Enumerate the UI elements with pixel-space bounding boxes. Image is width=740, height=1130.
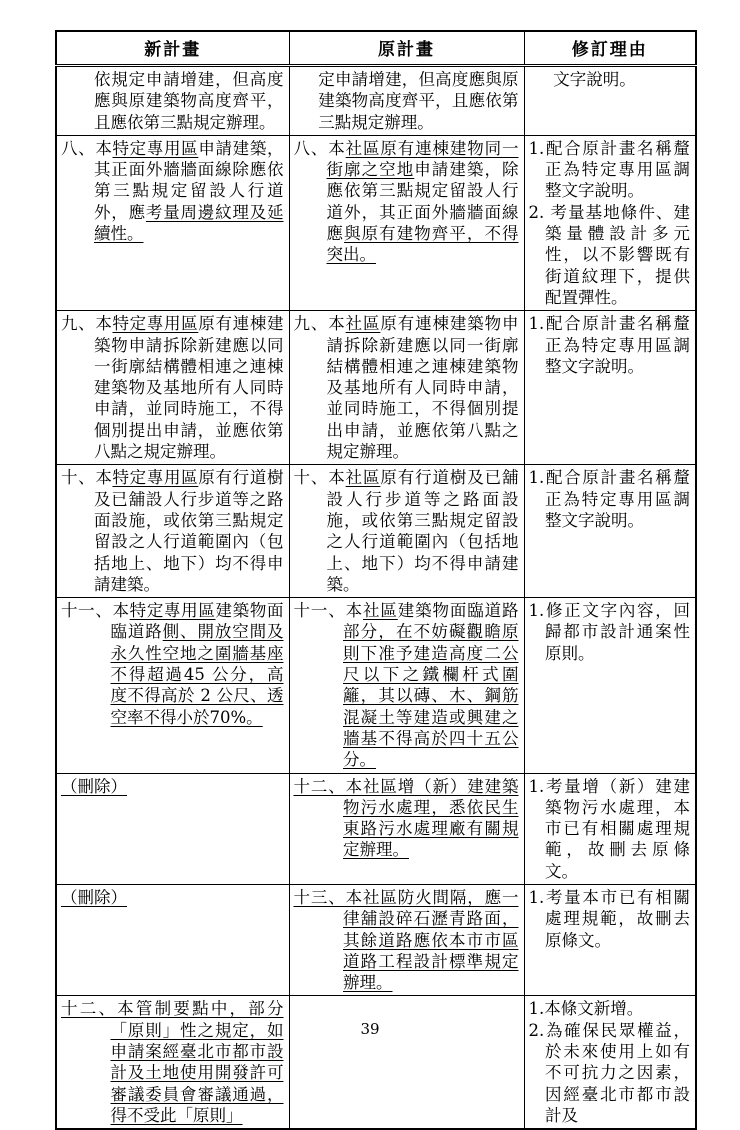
text-run: 原有行道樹及已舖設人行步道等之路面設施，或依第三點規定留設之人行道範圍內（包括地上、地下）均不得申請建築。	[326, 468, 519, 594]
paragraph	[61, 138, 284, 244]
paragraph	[529, 313, 691, 377]
text-run: 十一、本	[293, 601, 363, 621]
revision-comparison-table	[55, 30, 697, 1130]
revision-reason-cell	[524, 465, 696, 598]
text-run: 八、本	[61, 138, 113, 158]
revision-reason-cell	[524, 773, 696, 884]
paragraph	[294, 138, 519, 266]
underlined-text-run: 社區原有連棟建物同一街廓之空地	[326, 138, 519, 180]
underlined-text-run: 社區	[345, 314, 381, 334]
text-run: 1.考量增（新）建建築物污水處理，本市已有相關處理規範，故刪去原條文。	[528, 776, 690, 881]
paragraph	[294, 467, 519, 595]
paragraph	[294, 600, 519, 770]
original-plan-cell	[289, 598, 524, 773]
column-header-revision-reason: 修訂理由	[524, 31, 696, 66]
paragraph	[294, 887, 519, 993]
underlined-text-run: 部分，在不妨礙觀瞻原則下准予建造高度二公尺以下之鐵欄杆式圍籬，其以磚、木、鋼筋混凝土等建造或興建之牆基不得高於四十五公分。	[343, 622, 519, 770]
new-plan-cell	[56, 135, 289, 310]
paragraph	[294, 776, 519, 861]
column-header-new-plan: 新計畫	[56, 31, 289, 66]
text-run: 十一、本	[61, 601, 130, 621]
text-run: 1.配合原計畫名稱釐正為特定專用區調整文字說明。	[528, 314, 690, 376]
text-run: 原有連棟建築物申請拆除新建應以同一街廓結構體相連之連棟建築物及基地所有人同時申請，並同時施工，不得個別提出申請，並應依第八點之規定辦理。	[94, 314, 284, 462]
text-run: 1.配合原計畫名稱釐正為特定專用區調整文字說明。	[528, 468, 690, 530]
page-number: 39	[360, 1020, 380, 1038]
revision-reason-cell	[524, 996, 696, 1129]
revision-reason-cell	[524, 66, 696, 136]
underlined-text-run: 特定專用區	[129, 601, 216, 621]
paragraph	[61, 600, 284, 728]
text-run: 依規定申請增建，但高度應與原建築物高度齊平，且應依第三點規定辦理。	[94, 70, 284, 132]
new-plan-cell	[56, 598, 289, 773]
paragraph	[61, 69, 284, 133]
paragraph	[61, 776, 284, 797]
original-plan-cell	[289, 996, 524, 1129]
text-run: 九、本	[61, 314, 113, 334]
text-run: 建築物面臨道路	[397, 601, 519, 621]
table-row	[56, 465, 696, 598]
text-run: 1.本條文新增。	[528, 999, 644, 1019]
table-row	[56, 66, 696, 136]
paragraph	[61, 313, 284, 462]
paragraph	[529, 600, 691, 664]
text-run: 定申請增建，但高度應與原建築物高度齊平，且應依第三點規定辦理。	[318, 70, 519, 132]
paragraph	[529, 69, 691, 90]
underlined-text-run: 社區	[345, 468, 381, 488]
underlined-text-run: 特定專用區	[112, 468, 199, 488]
text-run: 原有行道樹及已舖設人行步道等之路面設施，或依第三點規定留設之人行道範圍內（包括地上、地下）均不得申請建築。	[94, 468, 284, 594]
header-row	[56, 31, 696, 66]
underlined-text-run: （刪除）	[61, 776, 127, 796]
table-row	[56, 996, 696, 1129]
new-plan-cell	[56, 884, 289, 995]
paragraph	[529, 998, 691, 1019]
paragraph	[529, 776, 691, 882]
new-plan-cell	[56, 773, 289, 884]
text-run: 十、本	[61, 468, 113, 488]
revision-reason-cell	[524, 135, 696, 310]
paragraph	[529, 138, 691, 202]
paragraph	[294, 69, 519, 133]
text-run: 申請建築，其正面外牆牆面線除應依第三點規定留設人行道外，應	[94, 138, 284, 222]
underlined-text-run: 考量周邊紋理及延續性。	[94, 202, 284, 244]
underlined-text-run: （刪除）	[61, 887, 127, 907]
text-run: 1.配合原計畫名稱釐正為特定專用區調整文字說明。	[528, 138, 690, 201]
paragraph	[61, 467, 284, 595]
revision-reason-cell	[524, 884, 696, 995]
underlined-text-run: 特定專用區	[112, 314, 199, 334]
new-plan-cell	[56, 311, 289, 465]
text-run: 1.修正文字內容，回歸都市設計通案性原則。	[528, 601, 690, 663]
underlined-text-run: 特定專用區	[112, 138, 199, 158]
paragraph	[294, 313, 519, 462]
text-run: 原有連棟建築物申請拆除新建應以同一街廓結構體相連之連棟建築物及基地所有人同時申請，並同時施工，不得個別提出申請，並應依第八點之規定辦理。	[326, 314, 519, 462]
table-row	[56, 773, 696, 884]
original-plan-cell	[289, 884, 524, 995]
text-run: 1.考量本市已有相關處理規範，故刪去原條文。	[528, 887, 690, 950]
table-row	[56, 884, 696, 995]
original-plan-cell	[289, 773, 524, 884]
paragraph	[61, 887, 284, 908]
paragraph	[529, 202, 691, 308]
underlined-text-run: 十三、本社區防火間隔，應一律舖設碎石瀝青路面，其餘道路應依本市市區道路工程設計標準規定辦理。	[293, 887, 519, 993]
table-row	[56, 135, 696, 310]
paragraph	[61, 998, 284, 1126]
text-run: 九、本	[293, 314, 346, 334]
text-run: 八、本	[293, 138, 346, 158]
text-run: 2. 考量基地條件、建築量體設計多元性，以不影響既有街道紋理下，提供配置彈性。	[528, 202, 690, 307]
text-run: 文字說明。	[553, 70, 636, 89]
underlined-text-run: 側、開放空間及永久性空地之圍牆基座不得超過45 公分，高度不得高於 2 公尺、透空率不得小於70%。	[110, 622, 284, 727]
new-plan-cell	[56, 465, 289, 598]
text-run: 十、本	[293, 468, 346, 488]
underlined-text-run: 社區	[363, 601, 398, 621]
new-plan-cell	[56, 996, 289, 1129]
original-plan-cell	[289, 311, 524, 465]
revision-reason-cell	[524, 311, 696, 465]
text-run: 建築物面臨道路	[110, 601, 284, 642]
revision-reason-cell	[524, 598, 696, 773]
new-plan-cell	[56, 66, 289, 136]
underlined-text-run: 十二、本管制要點中，部分「原則」性之規定，如申請案經臺北市都市設計及土地使用開發許可審議委員會審議通過，得不受此「原則」	[61, 999, 284, 1125]
underlined-text-run: 與原有建物齊平，不得突出。	[326, 224, 519, 265]
original-plan-cell	[289, 465, 524, 598]
paragraph	[529, 887, 691, 951]
text-run: 2.為確保民眾權益，於未來使用上如有不可抗力之因素，因經臺北市都市設計及	[528, 1020, 690, 1125]
table-row	[56, 311, 696, 465]
original-plan-cell	[289, 135, 524, 310]
paragraph	[529, 467, 691, 531]
original-plan-cell	[289, 66, 524, 136]
table-row	[56, 598, 696, 773]
underlined-text-run: 十二、本社區增（新）建建築物污水處理，悉依民生東路污水處理廠有關規定辦理。	[293, 776, 519, 860]
text-run: 申請建築，除應依第三點規定留設人行道外，其正面外牆牆面線應	[326, 160, 519, 244]
column-header-original-plan: 原計畫	[289, 31, 524, 66]
